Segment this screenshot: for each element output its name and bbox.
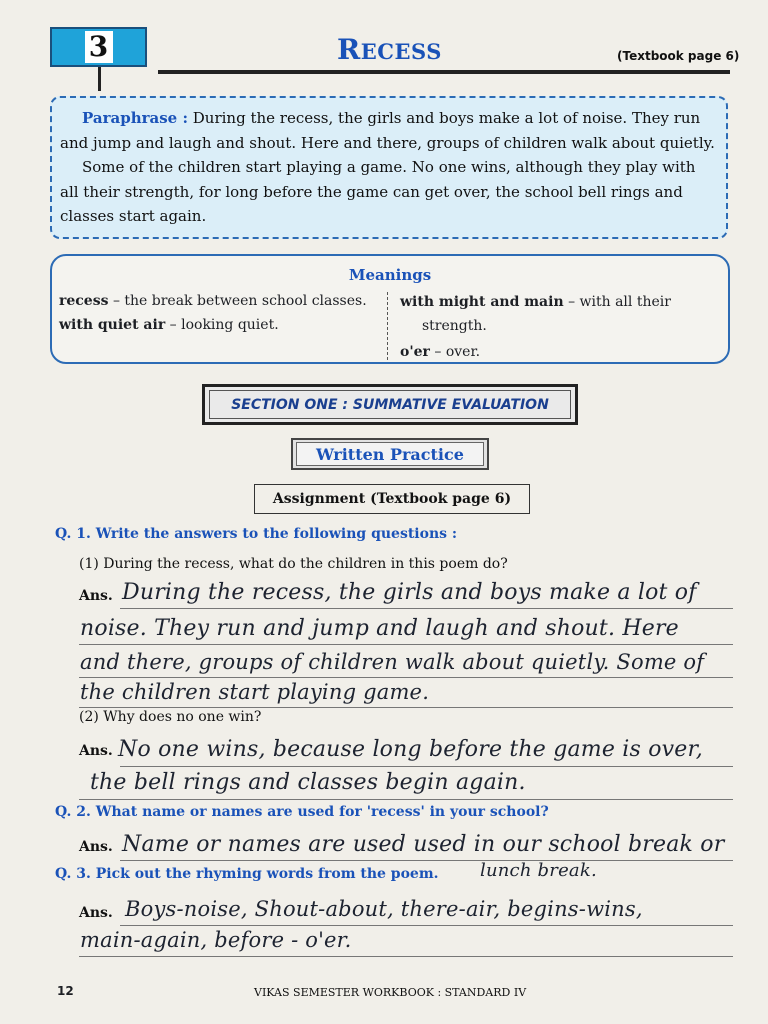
answer-rule [79, 707, 733, 708]
written-practice-title: Written Practice [296, 442, 484, 466]
chapter-number-badge [50, 27, 147, 67]
answer-label: Ans. [79, 743, 113, 759]
chapter-title: RECESS [337, 33, 442, 66]
meanings-title: Meanings [348, 266, 432, 284]
handwritten-answer-line: the bell rings and classes begin again. [90, 770, 526, 795]
answer-rule [120, 608, 733, 609]
question-1-2: (2) Why does no one win? [79, 709, 262, 725]
meanings-left-column [59, 289, 387, 337]
title-rule [158, 70, 730, 74]
book-title: VIKAS SEMESTER WORKBOOK : STANDARD IV [254, 986, 527, 999]
paraphrase-para-2: Some of the children start playing a game. No one wins, although they play with all their strength, for long before the game can get over, the school bell rings and classes start again. [60, 158, 696, 225]
answer-rule [79, 677, 733, 678]
meanings-box [50, 254, 730, 364]
assignment-box: Assignment (Textbook page 6) [254, 484, 530, 514]
written-practice-banner [291, 438, 489, 470]
handwritten-answer-line: main-again, before - o'er. [80, 928, 352, 952]
handwritten-answer-line: and there, groups of children walk about quietly. Some of [80, 650, 705, 674]
answer-rule [79, 644, 733, 645]
answer-label: Ans. [79, 839, 113, 855]
chapter-badge-stem [98, 67, 101, 91]
meaning-item: with quiet air – looking quiet. [59, 317, 279, 333]
answer-rule [120, 860, 733, 861]
question-2: Q. 2. What name or names are used for 'recess' in your school? [55, 804, 549, 820]
answer-label: Ans. [79, 588, 113, 604]
handwritten-answer-line: noise. They run and jump and laugh and shout. Here [80, 616, 679, 641]
meaning-item: with might and main – with all their [400, 294, 671, 310]
answer-rule [79, 799, 733, 800]
meaning-item-cont: strength. [422, 318, 487, 334]
question-3: Q. 3. Pick out the rhyming words from the poem. [55, 866, 439, 882]
handwritten-answer-line: Boys-noise, Shout-about, there-air, begins-wins, [125, 897, 643, 921]
meanings-right-column [400, 290, 728, 364]
meaning-item: recess – the break between school classes. [59, 293, 367, 309]
handwritten-answer-line: lunch break. [480, 860, 597, 881]
page-number: 12 [57, 984, 74, 998]
answer-rule [120, 766, 733, 767]
question-1-1: (1) During the recess, what do the children in this poem do? [79, 556, 508, 572]
meaning-item: o'er – over. [400, 344, 481, 360]
textbook-reference: (Textbook page 6) [617, 49, 740, 63]
chapter-number: 3 [85, 31, 113, 63]
answer-label: Ans. [79, 905, 113, 921]
meanings-divider [387, 292, 397, 360]
section-banner [202, 384, 578, 425]
answer-rule [120, 925, 733, 926]
handwritten-answer-line: Name or names are used used in our school break or [122, 832, 725, 857]
paraphrase-label: Paraphrase : [82, 109, 188, 127]
paraphrase-box [50, 96, 728, 239]
handwritten-answer-line: No one wins, because long before the game is over, [118, 737, 703, 762]
handwritten-answer-line: the children start playing game. [80, 680, 430, 704]
handwritten-answer-line: During the recess, the girls and boys make a lot of [122, 580, 697, 605]
paraphrase-para-1: Paraphrase : During the recess, the girls and boys make a lot of noise. They run and jump and laugh and shout. Here and there, groups of children walk about quietly. [60, 109, 715, 152]
question-1: Q. 1. Write the answers to the following questions : [55, 526, 458, 542]
section-title: SECTION ONE : SUMMATIVE EVALUATION [209, 390, 571, 419]
answer-rule [79, 956, 733, 957]
